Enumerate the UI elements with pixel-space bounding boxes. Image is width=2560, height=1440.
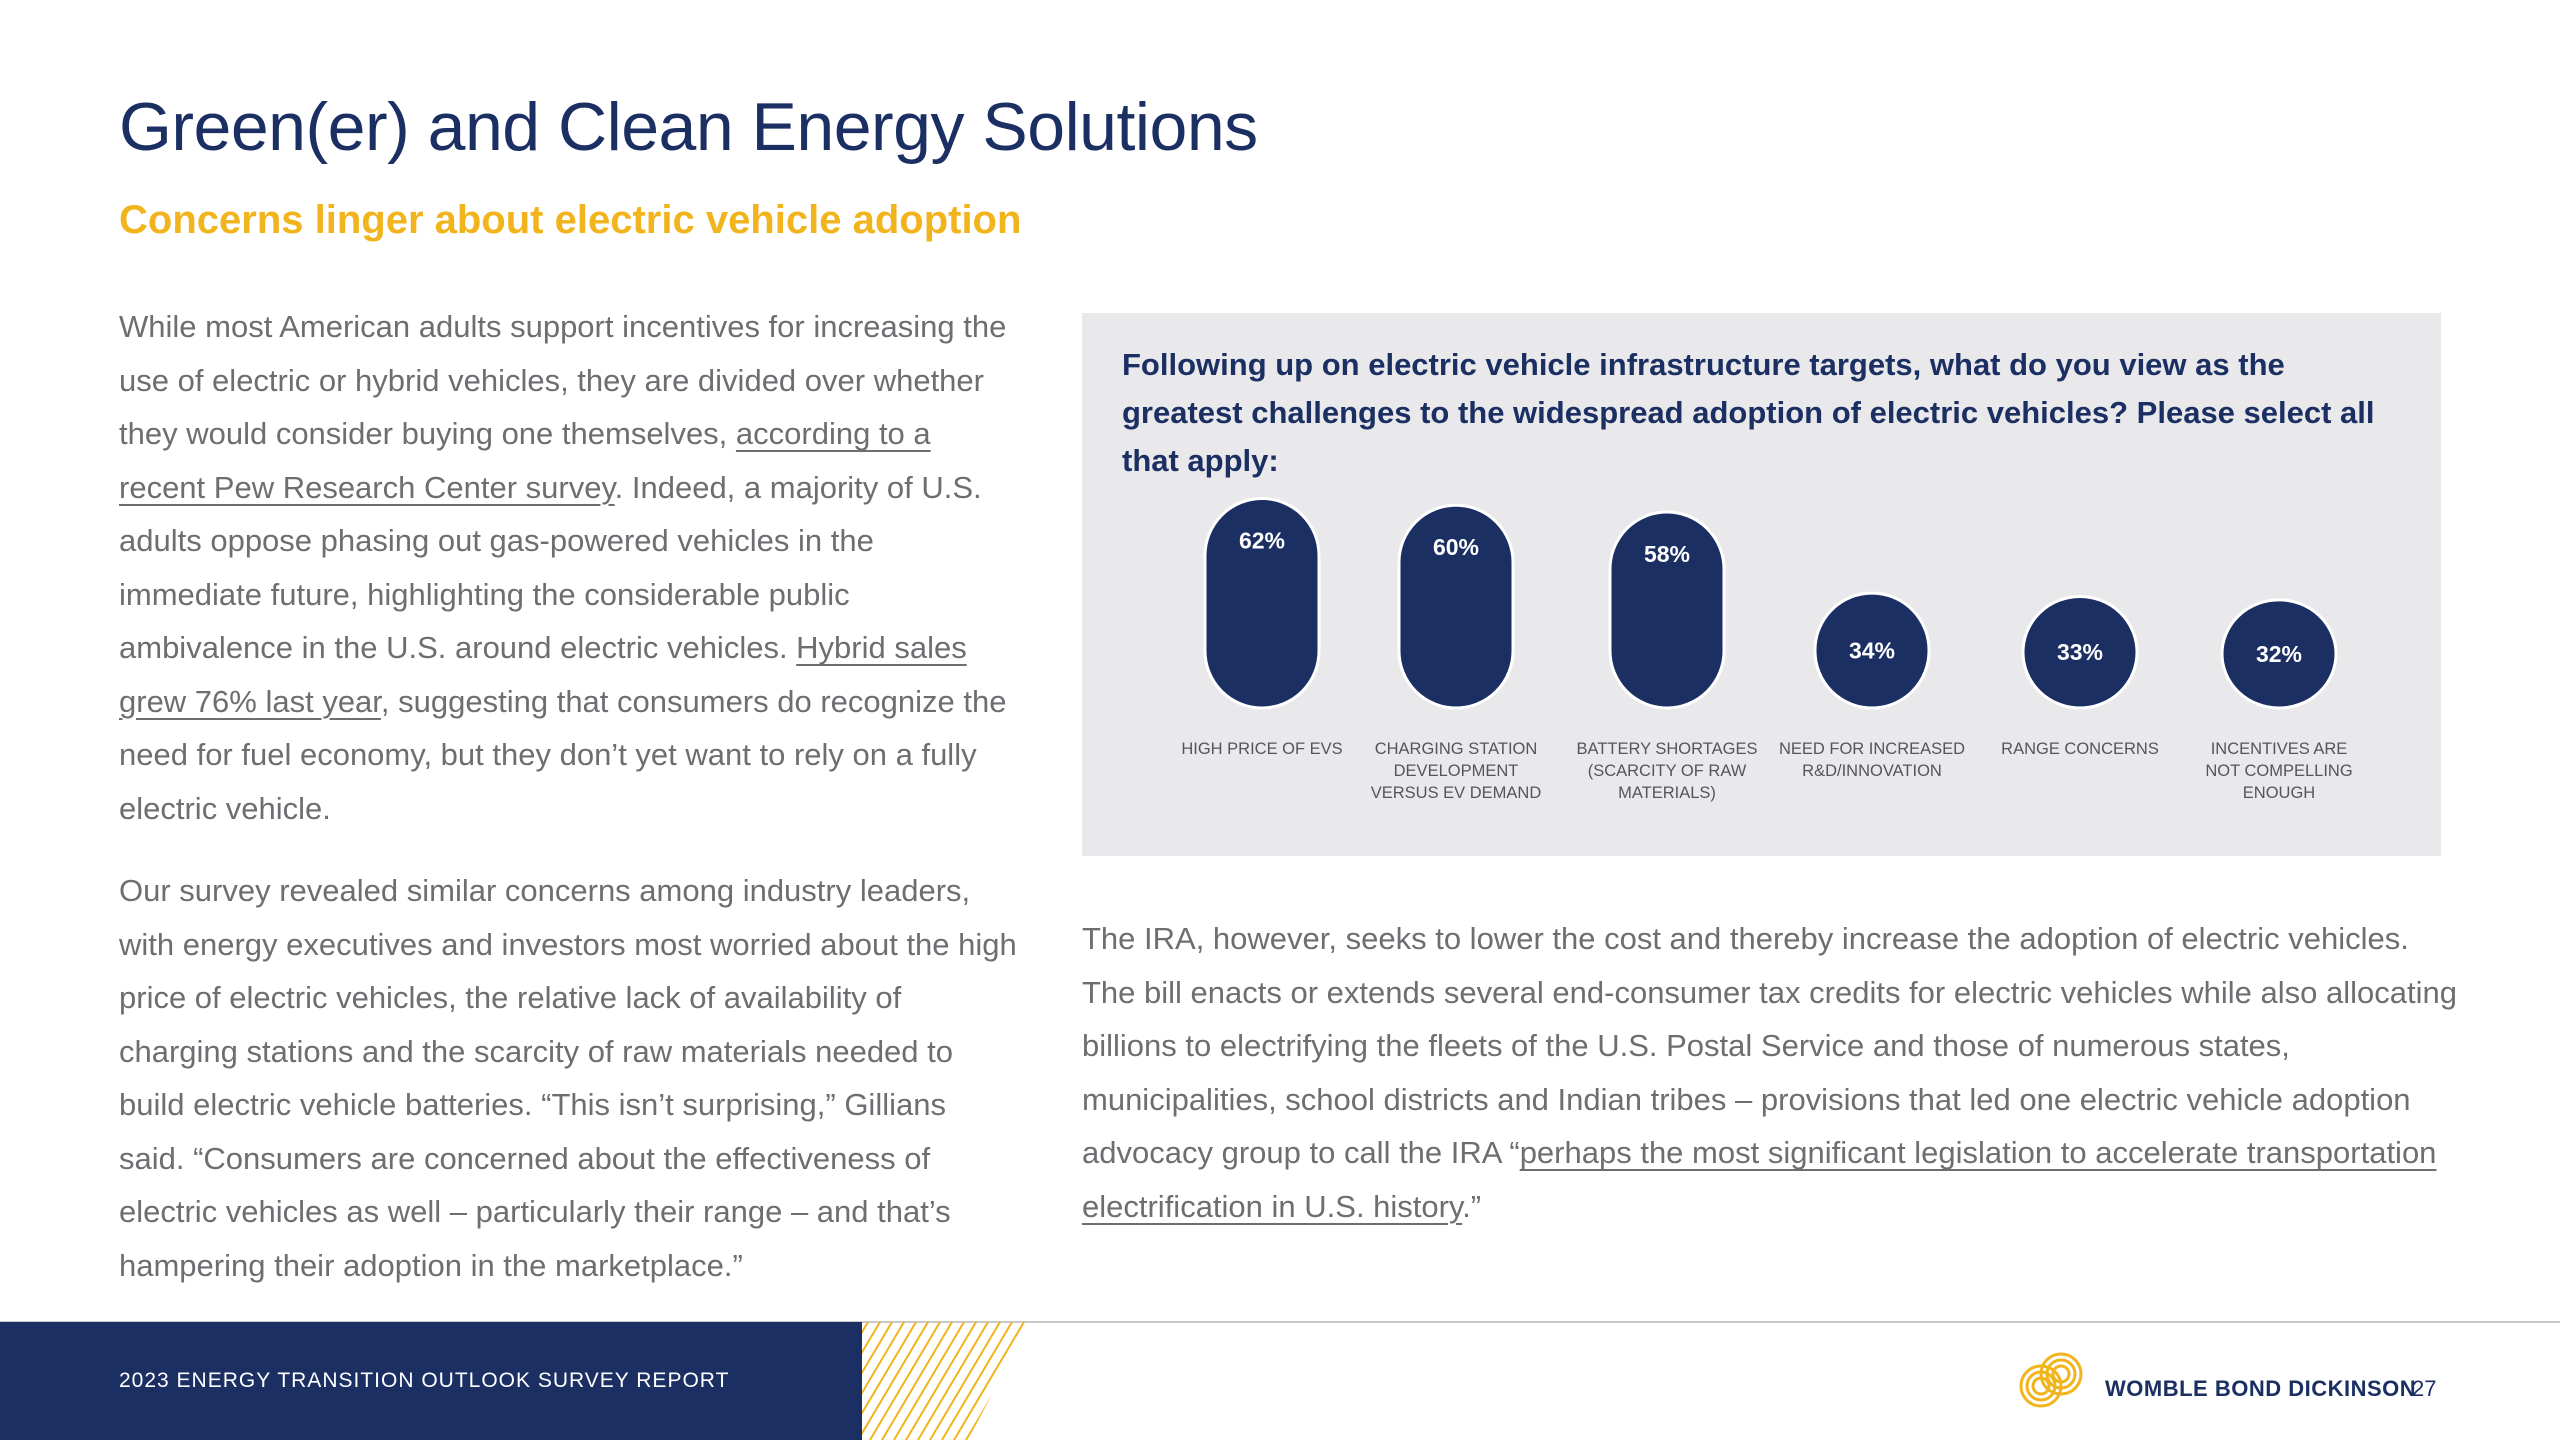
chart-category-label: DEVELOPMENT xyxy=(1393,762,1519,780)
paragraph-survey-concerns: Our survey revealed similar concerns among industry leaders, with energy executives and investors most worried about the high price of electric vehicles, the relative lack of availability of charging stations and the scarcity of raw materials needed to build electric vehicle batteries. “This isn’t surprising,” Gillians said. “Consumers are concerned about the effectiveness of electric vehicles as well – particularly their range – and that’s hampering their adoption in the marketplace.” xyxy=(119,873,1017,1283)
chart-data-label: 32% xyxy=(2255,640,2303,667)
pew-survey-link[interactable]: according to a recent Pew Research Center survey xyxy=(119,416,931,505)
chart-data-label: 62% xyxy=(1238,527,1286,554)
left-text-column xyxy=(119,300,1019,1292)
chart-data-label: 60% xyxy=(1432,534,1480,561)
chart-category-label: ENOUGH xyxy=(2242,784,2316,802)
chart-question: Following up on electric vehicle infrastructure targets, what do you view as the greatest challenges to the widespread adoption of electric vehicles? Please select all that apply: xyxy=(1122,347,2375,478)
chart-category-label: MATERIALS) xyxy=(1618,784,1716,802)
ev-challenges-chart xyxy=(1082,313,2441,856)
chart-category-label: NEED FOR INCREASED xyxy=(1778,740,1966,758)
page-number: 27 xyxy=(2412,1376,2437,1401)
chart-category-label: INCENTIVES ARE xyxy=(2210,740,2348,758)
chart-category-label: R&D/INNOVATION xyxy=(1802,762,1942,780)
chart-category-label: (SCARCITY OF RAW xyxy=(1587,762,1747,780)
ira-legislation-link[interactable]: perhaps the most significant legislation to accelerate transportation electrification in U.S. history xyxy=(1082,1135,2437,1224)
chart-category-label: NOT COMPELLING xyxy=(2205,762,2353,780)
page-title: Green(er) and Clean Energy Solutions xyxy=(119,89,1258,165)
chart-category-label: RANGE CONCERNS xyxy=(2001,740,2159,758)
hybrid-sales-link[interactable]: Hybrid sales grew 76% last year xyxy=(119,630,967,719)
chart-category-label: CHARGING STATION xyxy=(1374,740,1538,758)
brand-name: WOMBLE BOND DICKINSON xyxy=(2105,1376,2417,1401)
paragraph-text: , suggesting that consumers do recognize the need for fuel economy, but they don’t yet want to rely on a fully electric vehicle. xyxy=(119,683,1007,826)
chart-category-label: HIGH PRICE OF EVS xyxy=(1181,740,1343,758)
paragraph-text: .” xyxy=(1462,1188,1482,1224)
paragraph-text: While most American adults support incentives for increasing the use of electric or hybrid vehicles, they are divided over whether they would consider buying one themselves, xyxy=(119,309,1007,451)
paragraph-text: . Indeed, a majority of U.S. adults oppose phasing out gas-powered vehicles in the immediate future, highlighting the considerable public ambivalence in the U.S. around electric vehicles. xyxy=(119,469,982,665)
report-title: 2023 ENERGY TRANSITION OUTLOOK SURVEY REPORT xyxy=(119,1369,730,1392)
ev-challenges-chart-panel xyxy=(1082,313,2441,856)
chart-data-label: 58% xyxy=(1643,540,1691,567)
chart-data-label: 34% xyxy=(1848,637,1896,664)
right-text-column xyxy=(1082,912,2462,1233)
paragraph-pew-survey xyxy=(119,300,1019,835)
gold-stripes-decoration xyxy=(858,1322,1038,1440)
chart-category-label: BATTERY SHORTAGES xyxy=(1576,740,1758,758)
paragraph-text: The IRA, however, seeks to lower the cost and thereby increase the adoption of electric vehicles. The bill enacts or extends several end-consumer tax credits for electric vehicles while also allocating billions to electrifying the fleets of the U.S. Postal Service and those of numerous states, municipalities, school districts and Indian tribes – provisions that led one electric vehicle adoption advocacy group to call the IRA “ xyxy=(1082,921,2457,1170)
paragraph-ira xyxy=(1082,912,2462,1233)
page-subtitle: Concerns linger about electric vehicle adoption xyxy=(119,198,1022,242)
womble-logo-icon xyxy=(2005,1350,2095,1410)
chart-data-label: 33% xyxy=(2056,639,2104,666)
chart-category-label: VERSUS EV DEMAND xyxy=(1370,784,1542,802)
